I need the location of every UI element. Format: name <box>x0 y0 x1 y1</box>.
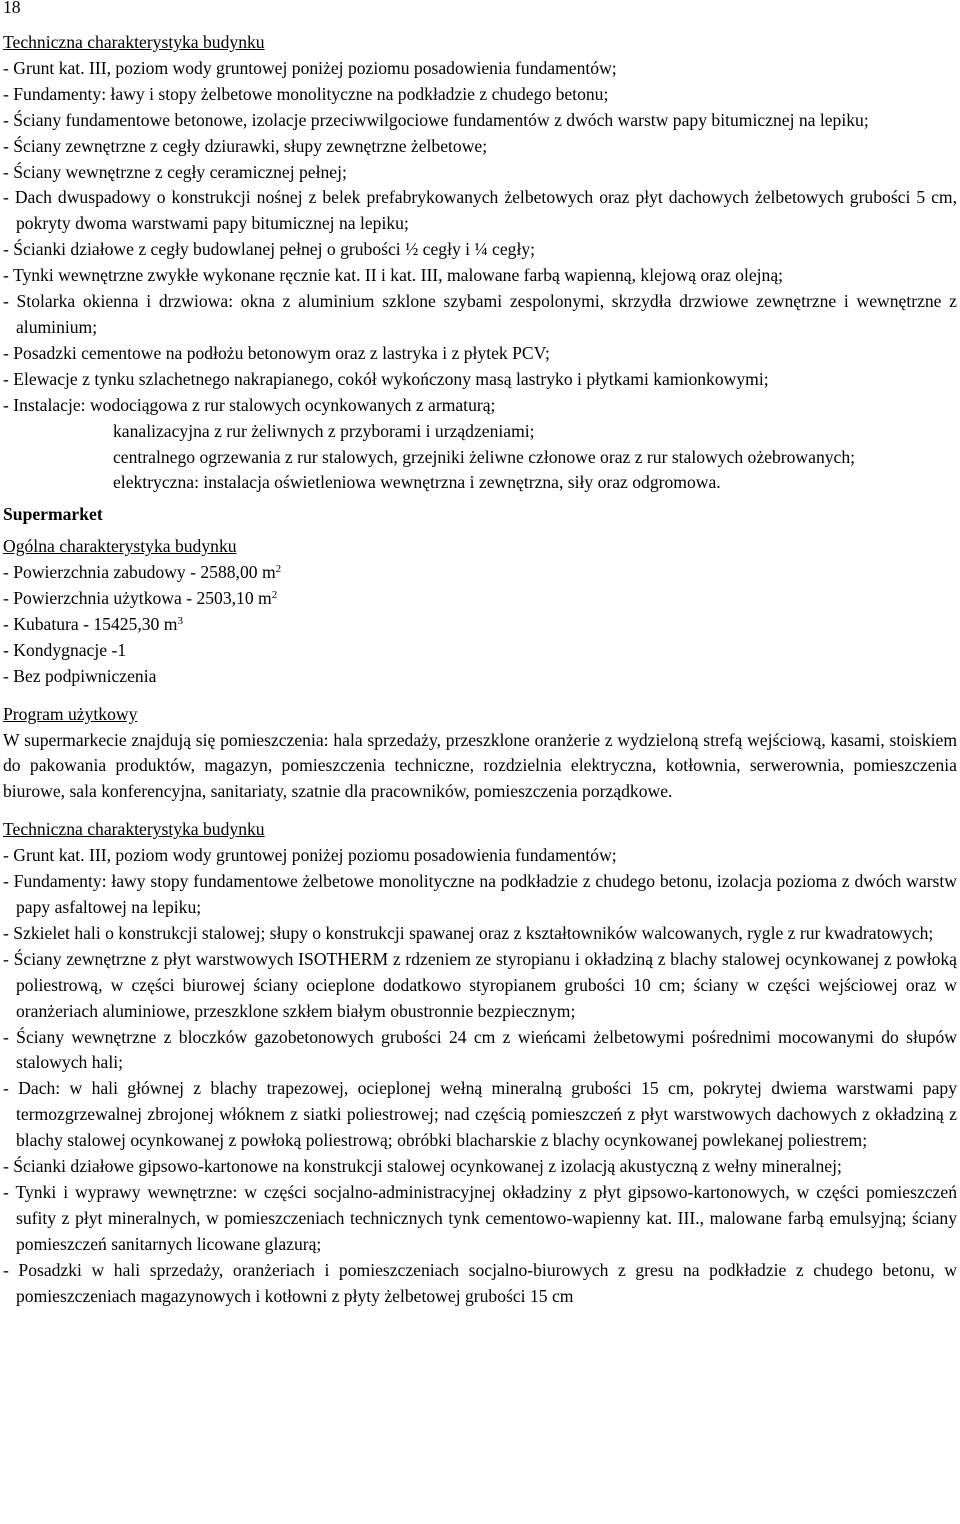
list-item: - Instalacje: wodociągowa z rur stalowych ocynkowanych z armaturą; <box>3 394 496 415</box>
area-built-label: - Powierzchnia zabudowy - 2588,00 m <box>3 562 276 583</box>
list-item: - Ściany fundamentowe betonowe, izolacje przeciwwilgociowe fundamentów z dwóch warstw papy bitumicznej na lepiku; <box>3 109 869 130</box>
page-content <box>3 30 957 1310</box>
page-number: 18 <box>3 0 21 17</box>
storeys-row: - Kondygnacje -1 <box>3 639 127 660</box>
installation-item: kanalizacyjna z rur żeliwnych z przyborami i urządzeniami; <box>113 420 535 441</box>
section-heading-program: Program użytkowy <box>3 703 138 724</box>
list-item: - Ściany zewnętrzne z cegły dziurawki, słupy zewnętrzne żelbetowe; <box>3 135 488 156</box>
list-item: - Fundamenty: ławy stopy fundamentowe żelbetowe monolityczne na podkładzie z chudego betonu, izolacja pozioma z dwóch warstw papy asfaltowej na lepiku; <box>3 871 957 917</box>
basement-row: - Bez podpiwniczenia <box>3 665 157 686</box>
list-item: - Tynki wewnętrzne zwykłe wykonane ręcznie kat. II i kat. III, malowane farbą wapienną, klejową oraz olejną; <box>3 265 784 286</box>
list-item: - Grunt kat. III, poziom wody gruntowej poniżej poziomu posadowienia fundamentów; <box>3 57 617 78</box>
list-item: - Ścianki działowe gipsowo-kartonowe na konstrukcji stalowej ocynkowanej z izolacją akustyczną z wełny mineralnej; <box>3 1156 842 1177</box>
volume-label: - Kubatura - 15425,30 m <box>3 613 178 634</box>
unit-superscript: 2 <box>271 589 278 602</box>
section-heading-technical-1: Techniczna charakterystyka budynku <box>3 32 265 52</box>
installation-item: centralnego ogrzewania z rur stalowych, grzejniki żeliwne członowe oraz z rur stalowych ożebrowanych; <box>113 446 856 467</box>
unit-superscript: 2 <box>275 563 282 576</box>
list-item: - Tynki i wyprawy wewnętrzne: w części socjalno-administracyjnej okładziny z płyt gipsowo-kartonowych, w części pomieszczeń sufity z płyt mineralnych, w pomieszczeniach technicznych tynk cementowo-wapienny kat. III., malowane farbą emulsyjną; ściany pomieszczeń sanitarnych licowane glazurą; <box>3 1181 957 1254</box>
unit-superscript: 3 <box>177 614 183 627</box>
area-usable-row <box>3 586 957 612</box>
list-item: - Ściany wewnętrzne z bloczków gazobetonowych grubości 24 cm z wieńcami żelbetowymi pośrednimi mocowanymi do słupów stalowych hali; <box>3 1026 957 1073</box>
list-item: - Fundamenty: ławy i stopy żelbetowe monolityczne na podkładzie z chudego betonu; <box>3 83 609 104</box>
list-item: - Posadzki w hali sprzedaży, oranżeriach i pomieszczeniach socjalno-biurowych z gresu na podkładzie z chudego betonu, w pomieszczeniach magazynowych i kotłowni z płyty żelbetowej grubości 15 cm <box>3 1259 957 1306</box>
list-item: - Dach dwuspadowy o konstrukcji nośnej z belek prefabrykowanych żelbetowych oraz płyt dachowych żelbetowych grubości 5 cm, pokryty dwoma warstwami papy bitumicznej na lepiku; <box>3 187 957 234</box>
list-item: - Szkielet hali o konstrukcji stalowej; słupy o konstrukcji spawanej oraz z kształtowników walcowanych, rygle z rur kwadratowych; <box>3 922 934 943</box>
list-item: - Grunt kat. III, poziom wody gruntowej poniżej poziomu posadowienia fundamentów; <box>3 845 617 866</box>
list-item: - Stolarka okienna i drzwiowa: okna z aluminium szklone szybami zespolonymi, skrzydła drzwiowe zewnętrzne i wewnętrzne z aluminium; <box>3 291 957 337</box>
supermarket-title: Supermarket <box>3 504 103 525</box>
list-item: - Ściany wewnętrzne z cegły ceramicznej pełnej; <box>3 161 347 182</box>
installation-item: elektryczna: instalacja oświetleniowa wewnętrzna i zewnętrzna, siły oraz odgromowa. <box>113 472 721 493</box>
section-heading-general: Ogólna charakterystyka budynku <box>3 536 237 557</box>
list-item: - Posadzki cementowe na podłożu betonowym oraz z lastryka i z płytek PCV; <box>3 342 550 363</box>
area-usable-label: - Powierzchnia użytkowa - 2503,10 m <box>3 588 272 609</box>
area-built-row <box>3 560 957 586</box>
program-paragraph: W supermarkecie znajdują się pomieszczenia: hala sprzedaży, przeszklone oranżerie z wydzieloną strefą wejściową, kasami, stoiskiem do pakowania produktów, magazyn, pomieszczenia techniczne, rozdzielnia elektryczna, kotłownia, serwerownia, pomieszczenia biurowe, sala konferencyjna, sanitariaty, szatnie dla pracowników, pomieszczenia porządkowe. <box>3 729 957 802</box>
list-item: - Dach: w hali głównej z blachy trapezowej, ocieplonej wełną mineralną grubości 15 cm, pokrytej dwiema warstwami papy termozgrzewalnej zbrojonej włóknem z siatki poliestrowej; nad częścią pomieszczeń z płyt warstwowych dachowych z okładziną z blachy stalowej ocynkowanej z powłoką poliestrową; obróbki blacharskie z blachy ocynkowanej powlekanej poliestrem; <box>3 1078 957 1151</box>
list-item: - Ścianki działowe z cegły budowlanej pełnej o grubości ½ cegły i ¼ cegły; <box>3 239 536 260</box>
volume-row <box>3 612 957 638</box>
section-heading-technical-2: Techniczna charakterystyka budynku <box>3 819 265 840</box>
list-item: - Elewacje z tynku szlachetnego nakrapianego, cokół wykończony masą lastryko i płytkami kamionkowymi; <box>3 368 769 389</box>
list-item: - Ściany zewnętrzne z płyt warstwowych ISOTHERM z rdzeniem ze styropianu i okładziną z blachy stalowej ocynkowanej z powłoką poliestrową, w części biurowej ściany ocieplone dodatkowo styropianem grubości 10 cm; ściany w części wejściowej oraz w oranżeriach aluminiowe, przeszklone szkłem białym obustronnie bezpiecznym; <box>3 948 957 1021</box>
